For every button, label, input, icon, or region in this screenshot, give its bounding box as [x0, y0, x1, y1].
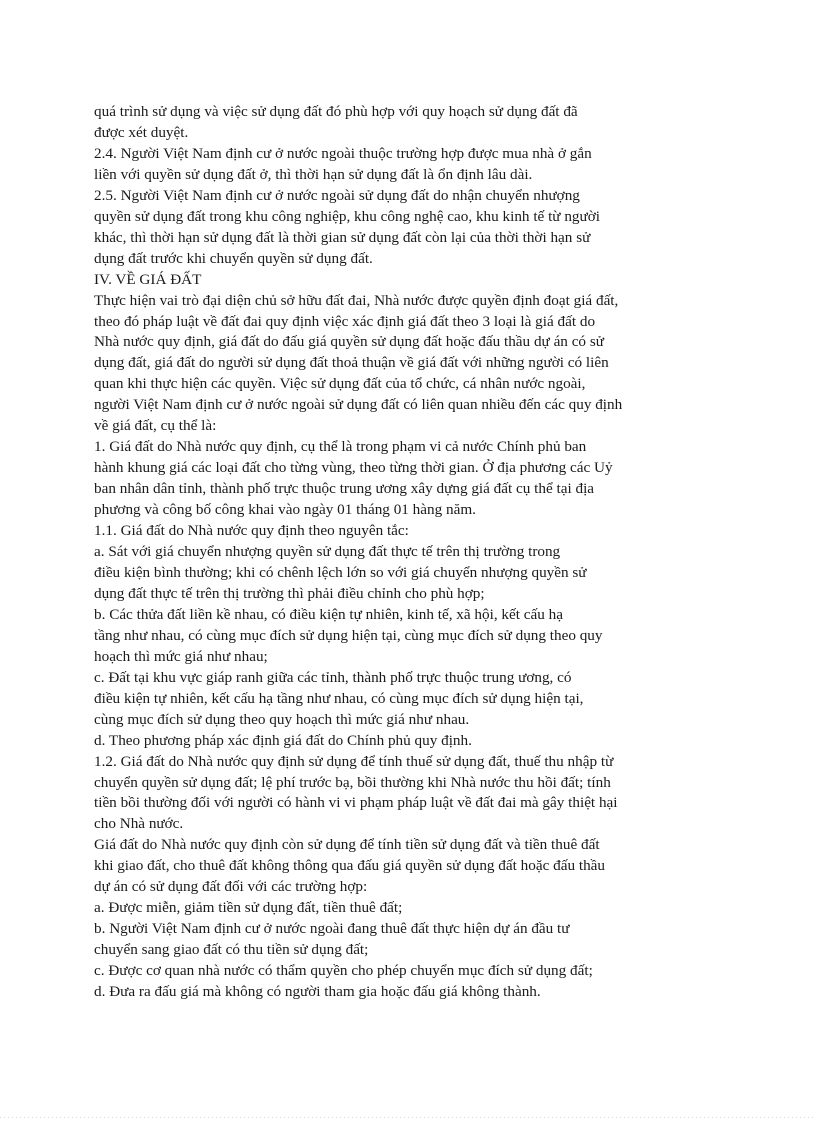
text-line: b. Các thửa đất liền kề nhau, có điều kiện tự nhiên, kinh tế, xã hội, kết cấu hạ — [94, 605, 563, 623]
text-line: dự án có sử dụng đất đối với các trường hợp: — [94, 878, 368, 896]
text-line: về giá đất, cụ thể là: — [94, 417, 217, 435]
text-line: 2.5. Người Việt Nam định cư ở nước ngoài sử dụng đất do nhận chuyển nhượng — [94, 186, 580, 204]
text-line: người Việt Nam định cư ở nước ngoài sử dụng đất có liên quan nhiều đến các quy định — [94, 396, 623, 414]
text-line: a. Sát với giá chuyển nhượng quyền sử dụng đất thực tế trên thị trường trong — [94, 543, 561, 561]
text-line: được xét duyệt. — [94, 123, 189, 141]
text-line: 1. Giá đất do Nhà nước quy định, cụ thể là trong phạm vi cả nước Chính phủ ban — [94, 438, 587, 456]
text-line: b. Người Việt Nam định cư ở nước ngoài đang thuê đất thực hiện dự án đầu tư — [94, 920, 570, 938]
text-line: tiền bồi thường đối với người có hành vi vi phạm pháp luật về đất đai mà gây thiệt hại — [94, 794, 618, 812]
text-line: điều kiện tự nhiên, kết cấu hạ tầng như nhau, có cùng mục đích sử dụng hiện tại, — [94, 689, 584, 707]
text-line: cho Nhà nước. — [94, 815, 184, 833]
text-line: 1.1. Giá đất do Nhà nước quy định theo nguyên tắc: — [94, 522, 409, 540]
text-line: quá trình sử dụng và việc sử dụng đất đó phù hợp với quy hoạch sử dụng đất đã — [94, 103, 578, 120]
text-line: theo đó pháp luật về đất đai quy định việc xác định giá đất theo 3 loại là giá đất do — [94, 312, 596, 330]
text-line: cùng mục đích sử dụng theo quy hoạch thì mức giá như nhau. — [94, 710, 470, 728]
text-line: hành khung giá các loại đất cho từng vùng, theo từng thời gian. Ở địa phương các Uỷ — [94, 459, 613, 477]
text-line: liền với quyền sử dụng đất ở, thì thời hạn sử dụng đất là ổn định lâu dài. — [94, 165, 533, 183]
text-line: c. Đất tại khu vực giáp ranh giữa các tỉnh, thành phố trực thuộc trung ương, có — [94, 668, 572, 686]
text-line: 1.2. Giá đất do Nhà nước quy định sử dụng để tính thuế sử dụng đất, thuế thu nhập từ — [94, 752, 614, 770]
text-line: Nhà nước quy định, giá đất do đấu giá quyền sử dụng đất hoặc đấu thầu dự án có sử — [94, 333, 604, 351]
text-line: dụng đất, giá đất do người sử dụng đất thoả thuận về giá đất với những người có liên — [94, 354, 609, 372]
document-body — [94, 102, 706, 1003]
text-line: a. Được miễn, giảm tiền sử dụng đất, tiền thuê đất; — [94, 899, 403, 917]
text-line: d. Theo phương pháp xác định giá đất do Chính phủ quy định. — [94, 731, 472, 749]
text-line: dụng đất thực tế trên thị trường thì phải điều chỉnh cho phù hợp; — [94, 584, 485, 602]
text-line: dụng đất trước khi chuyển quyền sử dụng đất. — [94, 249, 373, 267]
text-line: ban nhân dân tỉnh, thành phố trực thuộc trung ương xây dựng giá đất cụ thể tại địa — [94, 480, 595, 498]
text-line: khác, thì thời hạn sử dụng đất là thời gian sử dụng đất còn lại của thời thời hạn sử — [94, 228, 591, 246]
page-bottom-dotted-border — [0, 1117, 816, 1118]
text-line: hoạch thì mức giá như nhau; — [94, 647, 268, 665]
text-line: c. Được cơ quan nhà nước có thẩm quyền cho phép chuyển mục đích sử dụng đất; — [94, 962, 593, 980]
text-line: điều kiện bình thường; khi có chênh lệch lớn so với giá chuyển nhượng quyền sử — [94, 563, 587, 581]
text-line: d. Đưa ra đấu giá mà không có người tham gia hoặc đấu giá không thành. — [94, 983, 541, 1001]
text-line: Thực hiện vai trò đại diện chủ sở hữu đất đai, Nhà nước được quyền định đoạt giá đất, — [94, 291, 619, 309]
text-line: phương và công bố công khai vào ngày 01 tháng 01 hàng năm. — [94, 501, 476, 519]
text-line: 2.4. Người Việt Nam định cư ở nước ngoài thuộc trường hợp được mua nhà ở gắn — [94, 144, 592, 162]
text-line: Giá đất do Nhà nước quy định còn sử dụng để tính tiền sử dụng đất và tiền thuê đất — [94, 836, 600, 854]
text-line: khi giao đất, cho thuê đất không thông qua đấu giá quyền sử dụng đất hoặc đấu thầu — [94, 857, 605, 875]
text-line: tầng như nhau, có cùng mục đích sử dụng hiện tại, cùng mục đích sử dụng theo quy — [94, 626, 603, 644]
text-line: chuyển sang giao đất có thu tiền sử dụng đất; — [94, 941, 369, 959]
text-line: chuyển quyền sử dụng đất; lệ phí trước bạ, bồi thường khi Nhà nước thu hồi đất; tính — [94, 773, 611, 791]
text-line: quyền sử dụng đất trong khu công nghiệp, khu công nghệ cao, khu kinh tế từ người — [94, 207, 600, 225]
section-heading: IV. VỀ GIÁ ĐẤT — [94, 270, 202, 288]
text-line: quan khi thực hiện các quyền. Việc sử dụng đất của tổ chức, cá nhân nước ngoài, — [94, 375, 586, 393]
